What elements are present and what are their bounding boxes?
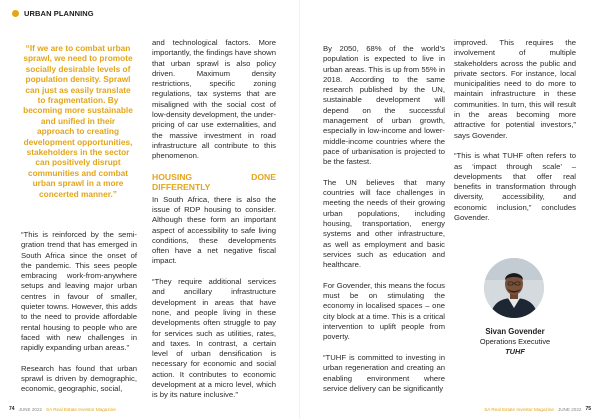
person-title: Operations Executive (479, 337, 551, 346)
footer-magazine-right: SA Real Estate Investor Magazine (484, 406, 554, 412)
pull-quote: “If we are to combat urban sprawl, we need to promote socially desirable levels of population density. Sprawl can just as easily translate to fragmentation. By becoming more sustainable and unified in their approach to creating development opportunities, stakeholders in the sector can positively disrupt communities and combat urban sprawl in a more concerted manner.” (23, 43, 133, 199)
column-2 (152, 38, 276, 401)
paragraph: improved. This requires the involvement of multiple stakeholders across the public and private sectors. For instance, local municipalities need to do more to maintain infrastructure in these communities. In turn, this will result in the areas becoming more attractive for potential investors,” says Govender. (454, 38, 576, 140)
paragraph: The UN believes that many countries will face challenges in meeting the needs of their growing urban populations, including housing, transportation, energy systems and other infrastructure, as well as employment and basic services such as education and healthcare. (323, 177, 445, 270)
footer-date-right: JUNE 2022 (557, 406, 582, 412)
paragraph: “TUHF is committed to investing in urban regeneration and creating an enabling environment where service delivery can be significantly (323, 352, 445, 393)
page-number-right: 75 (585, 406, 591, 412)
person-name: Sivan Govender (485, 327, 545, 336)
paragraph: “They require additional services and ancillary infrastructure development in areas that have none, and people living in these developments often struggle to pay for services such as utilities, rates, and taxes. In contrast, a certain level of urban densification is necessary for economic and social action. It contributes to economic development at a micro level, which is by its nature inclusive.” (152, 277, 276, 400)
person-organisation: TUHF (505, 347, 525, 356)
column-3 (323, 44, 445, 394)
paragraph: Research has found that urban sprawl is driven by demographic, economic, geographic, social, (21, 363, 137, 394)
paragraph: and technological factors. More importantly, the findings have shown that urban sprawl is also policy driven. Maximum density restrictions, specific zoning regulations, tax systems that are misaligned with the social cost of low-density development, the under-pricing of car use externalities, and the massive investment in road infrastructure all contribute to this phenomenon. (152, 38, 276, 161)
paragraph: For Govender, this means the focus must be on stimulating the economy in localised spaces – one city block at a time. This is a critical intervention to uplift people from poverty. (323, 280, 445, 342)
section-title: URBAN PLANNING (24, 9, 94, 18)
footer-right (484, 406, 591, 412)
section-dot-icon (12, 10, 19, 17)
paragraph: By 2050, 68% of the world’s population is expected to live in urban areas. This is up from 55% in 2018. According to the same research published by the UN, sustainable development will depend on the successful management of urban growth, especially in low-income and lower-middle-income countries where the pace of urbanisation is projected to be the fastest. (323, 44, 445, 167)
footer-magazine-left: SA Real Estate Investor Magazine (46, 406, 116, 412)
paragraph: In South Africa, there is also the issue of RDP housing to consider. Although these form an important aspect of accessibility to safe living conditions, these developments often have a net negative fiscal impact. (152, 194, 276, 266)
paragraph: “This is what TUHF often refers to as ‘impact through scale’ – developments that offer real benefits in transformation through diversity, accessibility, and economic inclusion,” concludes Govender. (454, 151, 576, 223)
column-4 (454, 38, 576, 223)
column-1 (21, 230, 137, 395)
footer-left (9, 406, 116, 412)
photo-caption (454, 326, 576, 357)
subheading: HOUSING DONE DIFFERENTLY (152, 171, 276, 193)
footer-date-left: JUNE 2022 (18, 406, 43, 412)
paragraph: “This is reinforced by the semi-gration trend that has emerged in South Africa since the onset of the pandemic. This sees people embracing work-from-anywhere setups and leaving major urban centres in favour of smaller, quieter towns. However, this adds to the need to provide affordable rental housing to people who are faced with new challenges in rapidly expanding urban areas.” (21, 230, 137, 353)
page-number-left: 74 (9, 406, 15, 412)
section-header (12, 9, 94, 18)
portrait-illustration (484, 258, 544, 318)
portrait-photo-icon (484, 258, 544, 318)
